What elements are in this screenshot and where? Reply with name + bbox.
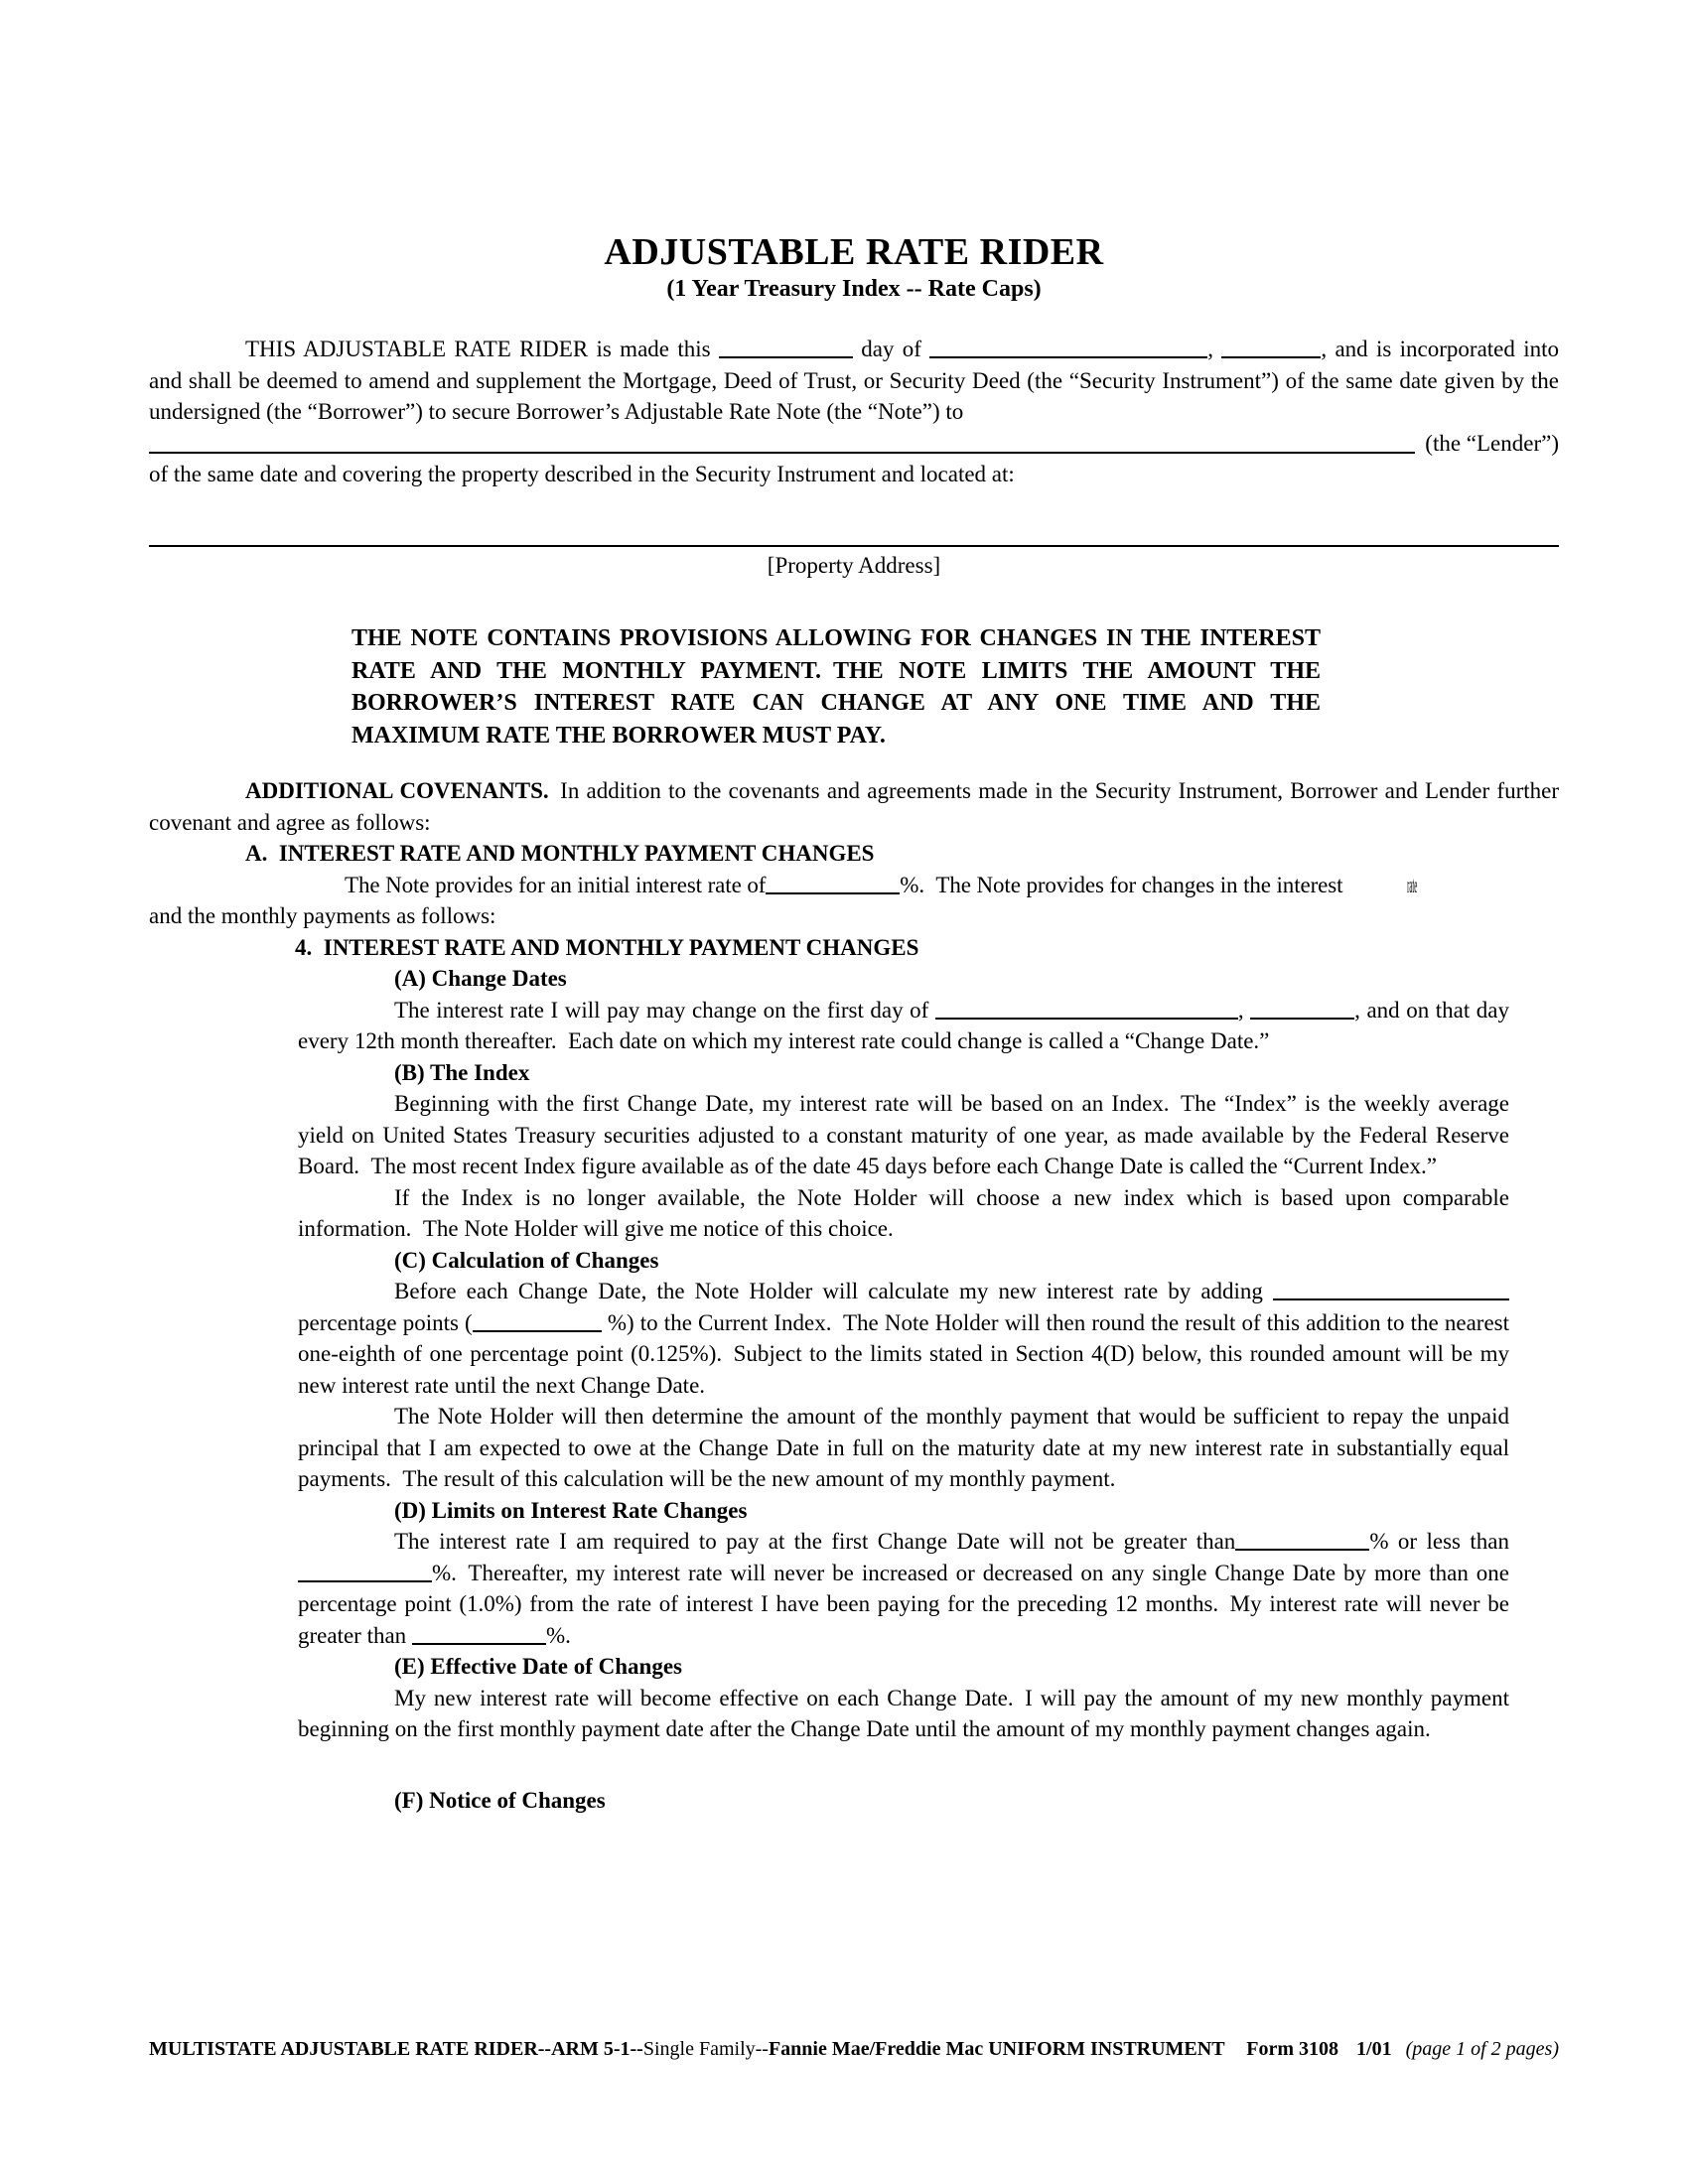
subsection-e-heading: (E) Effective Date of Changes <box>394 1654 682 1679</box>
document-title: ADJUSTABLE RATE RIDER <box>604 231 1104 273</box>
blank-min-first-rate <box>298 1578 432 1582</box>
blank-initial-rate <box>766 890 900 894</box>
lender-blank <box>149 452 1415 454</box>
initial-rate-seg-2: %. The Note provides for changes in the interest <box>900 872 1349 897</box>
blank-day <box>719 354 853 358</box>
calculation-seg-2: percentage points ( <box>298 1309 473 1335</box>
intro-paragraph <box>149 334 1559 428</box>
footer-title-bold-2: Fannie Mae/Freddie Mac UNIFORM INSTRUMENT <box>768 2038 1225 2060</box>
section-4-body <box>298 963 1509 1816</box>
change-dates-seg-2: , <box>1237 997 1251 1023</box>
additional-covenants-body: In addition to the covenants and agreements made in the Security Instrument, Borrower and Lender further covenant and agree as follows: <box>149 778 1559 835</box>
subsection-c-heading: (C) Calculation of Changes <box>394 1247 659 1273</box>
section-4-heading: 4. INTEREST RATE AND MONTHLY PAYMENT CHANGES <box>295 934 919 960</box>
subsection-d-paragraph <box>298 1526 1509 1651</box>
footer-form-number: Form 3108 <box>1246 2038 1339 2060</box>
subsection-e-paragraph: My new interest rate will become effective on each Change Date. I will pay the amount of my new monthly payment beginning on the first monthly payment date after the Change Date until the amount of my monthly payment changes again. <box>298 1685 1509 1741</box>
blank-margin-percent <box>473 1328 602 1332</box>
subsection-b-heading: (B) The Index <box>394 1059 530 1085</box>
change-dates-seg-1: The interest rate I will pay may change on the first day of <box>394 997 935 1023</box>
lender-label: (the “Lender”) <box>1425 430 1559 456</box>
additional-covenants-paragraph <box>149 775 1559 838</box>
blank-change-month <box>935 1016 1238 1020</box>
notice-block: THE NOTE CONTAINS PROVISIONS ALLOWING FOR CHANGES IN THE INTEREST RATE AND THE MONTHLY PAYMENT. THE NOTE LIMITS THE AMOUNT THE BORROWER’S INTEREST RATE CAN CHANGE AT ANY ONE TIME AND THE MAXIMUM RATE THE BORROWER MUST PAY. <box>352 625 1321 749</box>
footer-title-regular: Single Family-- <box>642 2038 769 2060</box>
footer-page-note: (page 1 of 2 pages) <box>1405 2038 1559 2060</box>
footer-form-revision: 1/01 <box>1356 2038 1392 2060</box>
initial-rate-line <box>149 870 1559 901</box>
calculation-seg-1: Before each Change Date, the Note Holder will calculate my new interest rate by adding <box>394 1279 1273 1303</box>
blank-month <box>929 354 1207 358</box>
subsection-c-paragraph-2: The Note Holder will then determine the amount of the monthly payment that would be sufficient to repay the unpaid principal that I am expected to owe at the Change Date in full on the maturity date at my new interest rate in substantially equal payments. The result of this calculation will be the new amount of my monthly payment. <box>298 1404 1509 1491</box>
lender-line <box>149 428 1559 460</box>
blank-margin <box>1273 1297 1509 1300</box>
change-dates-seg-3: , and on that day every 12th month thereafter. Each date on which my interest rate could change is called a “Change Date.” <box>298 997 1510 1053</box>
section-a-heading: A. INTEREST RATE AND MONTHLY PAYMENT CHANGES <box>245 841 875 866</box>
limits-seg-3: %. Thereafter, my interest rate will never be increased or decreased on any single Change Date by more than one percentage point (1.0%) from the rate of interest I have been paying for the preceding 12 months. My interest rate will never be greater than <box>298 1560 1509 1648</box>
property-address-label: [Property Address] <box>767 552 941 578</box>
calculation-seg-3: %) to the Current Index. The Note Holder will then round the result of this addition to the nearest one-eighth of one percentage point (0.125%). Subject to the limits stated in Section 4(D) below, this rounded amount will be my new interest rate until the next Change Date. <box>298 1309 1510 1398</box>
limits-seg-4: %. <box>545 1622 571 1648</box>
page-footer <box>149 2037 1559 2061</box>
property-address-line <box>149 545 1559 547</box>
subsection-a-paragraph <box>298 995 1509 1057</box>
intro-seg-4: , and is incorporated into and shall be deemed to amend and supplement the Mortgage, Deed of Trust, or Security Deed (the “Security Instrument”) of the same date given by the undersigned (the “Borrower”) to secure Borrower’s Adjustable Rate Note (the “Note”) to <box>149 337 1559 424</box>
initial-rate-seg-1: The Note provides for an initial interest rate of <box>345 872 767 897</box>
intro-seg-2: day of <box>852 337 930 361</box>
subsection-b-paragraph-2: If the Index is no longer available, the Note Holder will choose a new index which is based upon comparable information. The Note Holder will give me notice of this choice. <box>298 1184 1509 1241</box>
blank-rate-cap <box>412 1641 546 1645</box>
limits-seg-2: % or less than <box>1369 1529 1509 1554</box>
blank-change-year <box>1250 1016 1354 1020</box>
subsection-b-paragraph-1: Beginning with the first Change Date, my interest rate will be based on an Index. The “Index” is the weekly average yield on United States Treasury securities adjusted to a constant maturity of one year, as made available by the Federal Reserve Board. The most recent Index figure available as of the date 45 days before each Change Date is called the “Current Index.” <box>298 1091 1509 1178</box>
blank-max-first-rate <box>1235 1547 1369 1551</box>
intro-continuation: of the same date and covering the property described in the Security Instrument and located at: <box>149 462 1015 486</box>
limits-seg-1: The interest rate I am required to pay at the first Change Date will not be greater than <box>394 1529 1236 1554</box>
subsection-c-paragraph-1 <box>298 1276 1509 1401</box>
squished-word-rate: rate <box>1407 872 1418 897</box>
blank-year <box>1221 354 1321 358</box>
additional-covenants-lead: ADDITIONAL COVENANTS. <box>245 778 549 803</box>
subsection-f-heading: (F) Notice of Changes <box>394 1787 606 1813</box>
intro-seg-3: , <box>1207 337 1222 361</box>
initial-rate-line-2: and the monthly payments as follows: <box>149 903 496 928</box>
footer-title-bold: MULTISTATE ADJUSTABLE RATE RIDER--ARM 5-1-- <box>149 2038 643 2060</box>
document-subtitle: (1 Year Treasury Index -- Rate Caps) <box>666 276 1042 302</box>
subsection-d-heading: (D) Limits on Interest Rate Changes <box>394 1497 748 1523</box>
intro-seg-1: THIS ADJUSTABLE RATE RIDER is made this <box>245 337 719 361</box>
subsection-a-heading: (A) Change Dates <box>394 966 567 991</box>
